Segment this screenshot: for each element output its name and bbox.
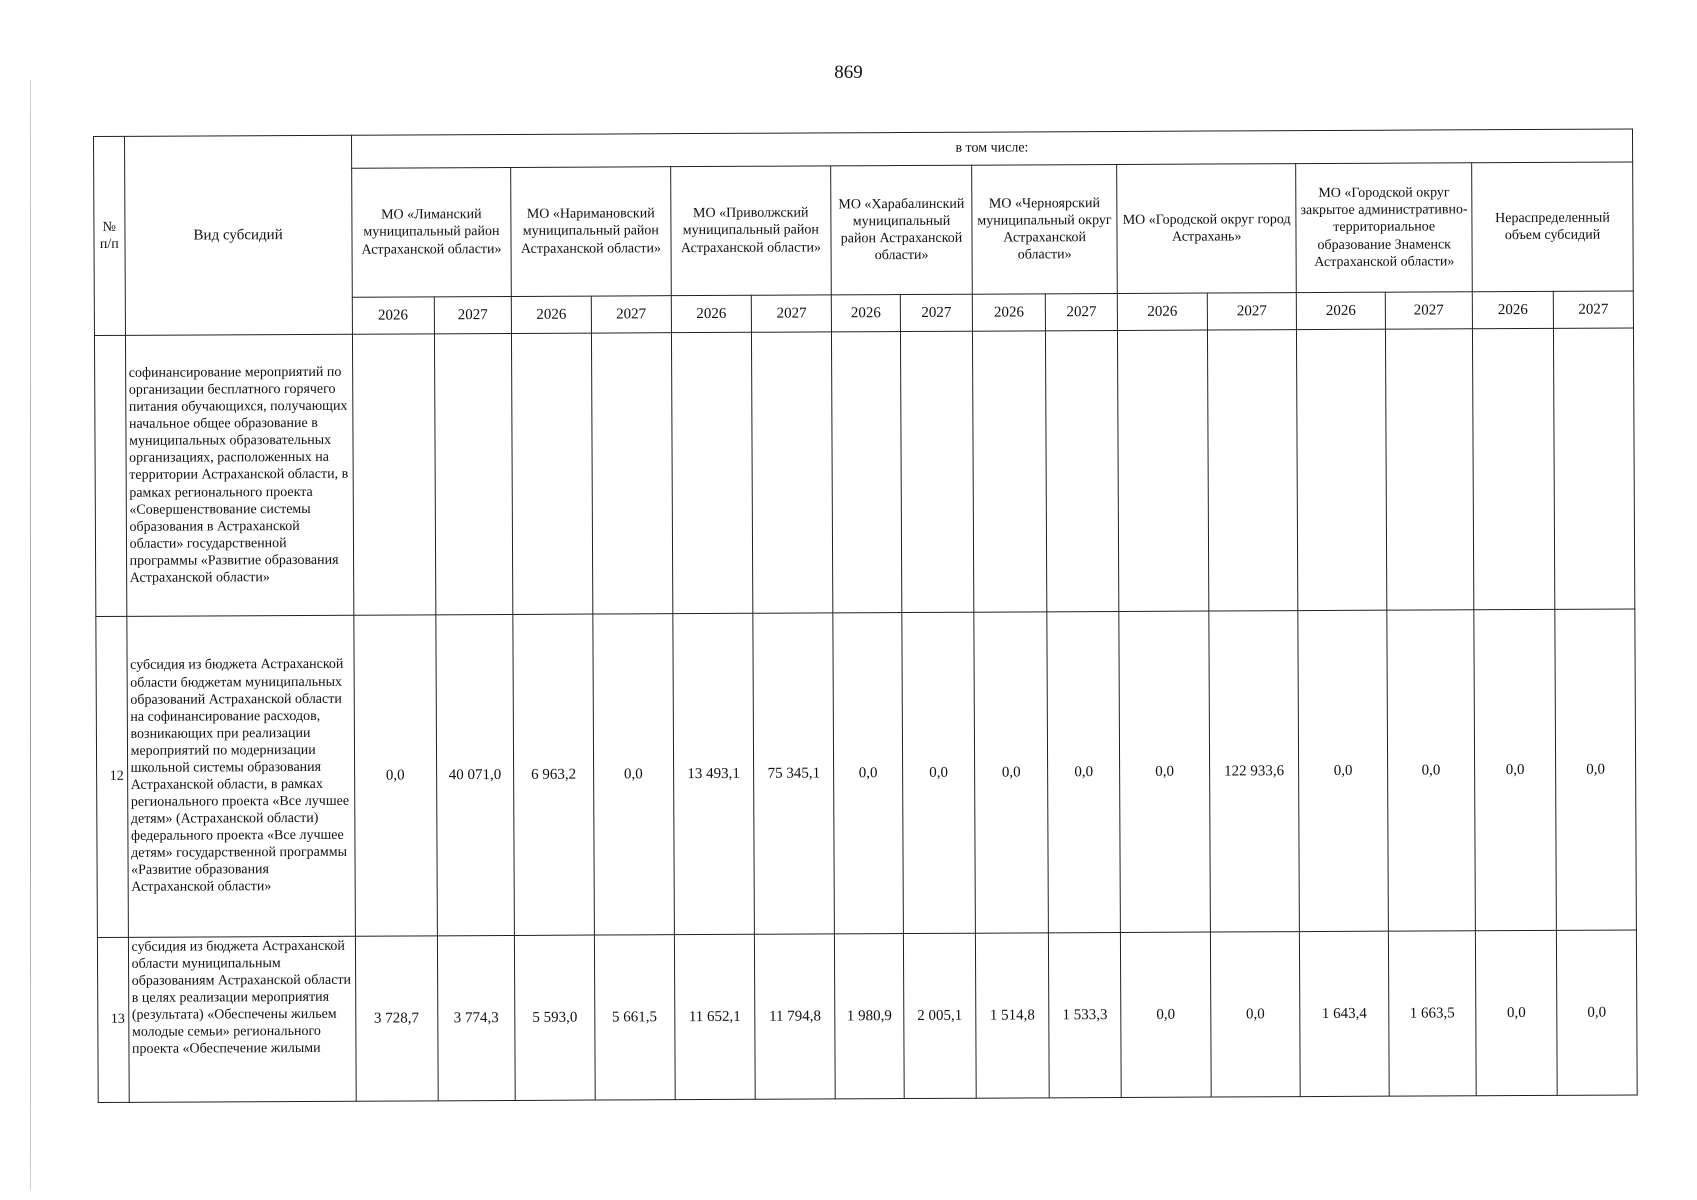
value-cell bbox=[1046, 330, 1119, 611]
header-chernoyarsky: МО «Черноярский муниципальный округ Астраханской области» bbox=[972, 164, 1118, 294]
header-narimanovsky: МО «Наримановский муниципальный район Астраханской области» bbox=[511, 167, 671, 297]
value-cell: 0,0 bbox=[1119, 611, 1210, 932]
header-astrakhan-city: МО «Городской округ город Астрахань» bbox=[1117, 164, 1297, 294]
value-cell: 0,0 bbox=[1047, 611, 1121, 932]
header-kharabalinsky: МО «Харабалинский муниципальный район Астраханской области» bbox=[831, 165, 972, 295]
value-cell: 40 071,0 bbox=[435, 614, 514, 935]
table-row bbox=[94, 328, 1634, 617]
value-cell bbox=[972, 331, 1047, 612]
year-header: 2027 bbox=[1207, 293, 1297, 330]
value-cell bbox=[1207, 330, 1298, 611]
year-header: 2027 bbox=[434, 296, 512, 333]
value-cell: 11 652,1 bbox=[674, 934, 756, 1099]
value-cell: 0,0 bbox=[354, 615, 437, 936]
value-cell: 3 774,3 bbox=[437, 935, 515, 1100]
table-row bbox=[97, 930, 1637, 1103]
subsidy-description: софинансирование мероприятий по организации бесплатного горячего питания обучающихся, получающих начальное общее образование в муниципальных образовательных организациях, расположенных на территории Астраханской области, в рамках регионального проекта «Совершенствование системы образования в Астраханской области» государственной программы «Развитие образования Астраханской области» bbox=[125, 334, 354, 616]
value-cell: 1 643,4 bbox=[1300, 931, 1389, 1096]
year-header: 2026 bbox=[1297, 292, 1386, 329]
value-cell: 0,0 bbox=[1556, 930, 1637, 1095]
value-cell: 5 593,0 bbox=[515, 935, 596, 1100]
value-cell: 0,0 bbox=[1475, 930, 1557, 1095]
value-cell: 0,0 bbox=[1121, 932, 1211, 1097]
value-cell: 3 728,7 bbox=[355, 936, 438, 1101]
header-unallocated: Нераспределенный объем субсидий bbox=[1472, 162, 1634, 292]
page-number: 869 bbox=[834, 62, 863, 83]
header-number: № п/п bbox=[94, 136, 126, 335]
value-cell: 0,0 bbox=[833, 613, 903, 934]
value-cell: 0,0 bbox=[902, 612, 976, 933]
value-cell: 5 661,5 bbox=[594, 935, 675, 1100]
value-cell: 2 005,1 bbox=[903, 933, 976, 1098]
year-header: 2027 bbox=[1045, 293, 1117, 330]
year-header: 2027 bbox=[752, 295, 832, 332]
value-cell: 6 963,2 bbox=[513, 614, 594, 935]
value-cell bbox=[671, 332, 753, 613]
value-cell bbox=[1118, 330, 1209, 611]
year-header: 2027 bbox=[1385, 292, 1473, 329]
value-cell: 1 663,5 bbox=[1388, 931, 1476, 1096]
subsidy-description: субсидия из бюджета Астраханской области бюджетам муниципальных образований Астраханской области на софинансирование расходов, возникающих при реализации мероприятий по модернизации школьной системы образования Астраханской области, в рамках регионального проекта «Все лучшее детям» (Астраханской области) федерального проекта «Все лучшее детям» государственной программы «Развитие образования Астраханской области» bbox=[126, 615, 355, 937]
value-cell bbox=[900, 331, 973, 612]
value-cell bbox=[1297, 329, 1387, 610]
value-cell: 0,0 bbox=[1474, 609, 1556, 930]
year-header: 2027 bbox=[591, 296, 671, 333]
value-cell: 0,0 bbox=[1555, 609, 1637, 930]
value-cell: 1 533,3 bbox=[1049, 932, 1122, 1097]
header-subsidy-type: Вид субсидий bbox=[124, 135, 352, 335]
value-cell: 11 794,8 bbox=[755, 934, 836, 1099]
year-header: 2026 bbox=[511, 296, 591, 333]
value-cell: 0,0 bbox=[1387, 610, 1476, 931]
value-cell bbox=[832, 332, 902, 613]
header-znamensk: МО «Городской округ закрытое административно-территориальное образование Знаменск Астраханской области» bbox=[1296, 163, 1472, 293]
value-cell: 75 345,1 bbox=[753, 613, 834, 934]
year-header: 2027 bbox=[900, 294, 972, 331]
year-header: 2026 bbox=[1117, 293, 1207, 330]
value-cell bbox=[1385, 329, 1474, 610]
header-including: в том числе: bbox=[351, 129, 1632, 168]
year-header: 2026 bbox=[1472, 291, 1553, 328]
value-cell bbox=[591, 333, 672, 614]
value-cell: 0,0 bbox=[593, 614, 674, 935]
value-cell: 1 980,9 bbox=[835, 934, 905, 1099]
subsidy-table bbox=[93, 128, 1638, 1103]
value-cell: 13 493,1 bbox=[672, 613, 754, 934]
value-cell bbox=[1553, 328, 1634, 609]
year-header: 2026 bbox=[671, 295, 752, 332]
value-cell: 122 933,6 bbox=[1209, 611, 1300, 932]
header-limansky: МО «Лиманский муниципальный район Астраханской области» bbox=[351, 167, 511, 297]
value-cell: 0,0 bbox=[1210, 932, 1300, 1097]
year-header: 2026 bbox=[352, 297, 434, 334]
value-cell bbox=[1473, 328, 1555, 609]
value-cell bbox=[352, 334, 435, 615]
value-cell bbox=[434, 333, 513, 614]
header-privolzhsky: МО «Приволжский муниципальный район Астраханской области» bbox=[670, 166, 831, 296]
year-header: 2027 bbox=[1553, 291, 1633, 328]
value-cell: 0,0 bbox=[1298, 610, 1388, 931]
value-cell bbox=[512, 333, 593, 614]
row-number bbox=[94, 335, 126, 616]
table-row bbox=[96, 609, 1637, 938]
row-number: 13 bbox=[97, 937, 128, 1102]
value-cell: 1 514,8 bbox=[975, 933, 1049, 1098]
scan-edge-line bbox=[30, 80, 31, 1190]
year-header: 2026 bbox=[831, 295, 900, 332]
subsidy-description: субсидия из бюджета Астраханской области муниципальным образованиям Астраханской области в целях реализации мероприятия (результата) «Обеспечены жильем молодые семьи» регионального проекта «Обеспечение жилыми bbox=[128, 936, 356, 1102]
year-header: 2026 bbox=[972, 294, 1045, 331]
value-cell bbox=[752, 332, 833, 613]
row-number: 12 bbox=[96, 616, 128, 937]
value-cell: 0,0 bbox=[974, 612, 1049, 933]
